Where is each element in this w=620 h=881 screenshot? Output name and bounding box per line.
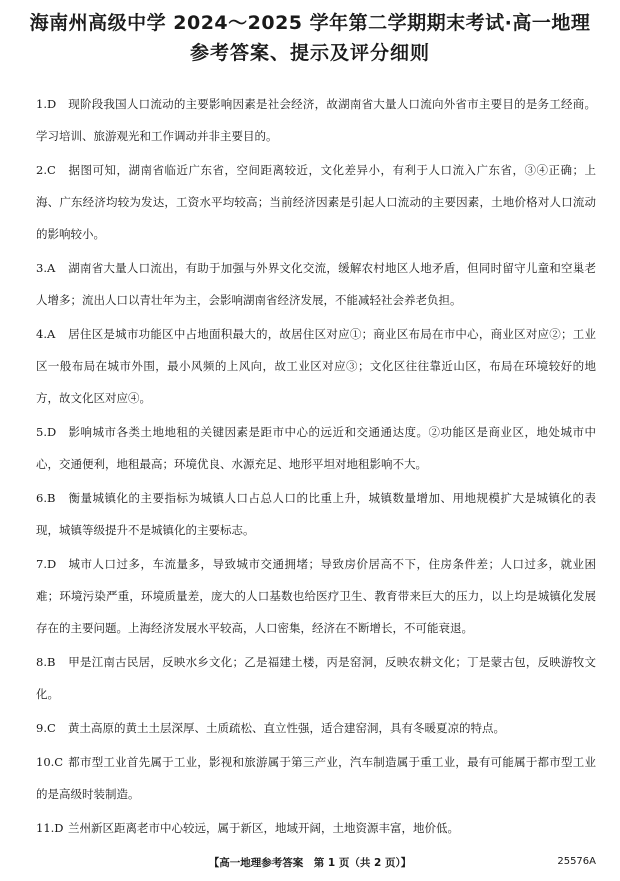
page-title: 海南州高级中学 2024～2025 学年第二学期期末考试·高一地理	[29, 12, 591, 34]
answer-number: 1.D	[36, 97, 57, 111]
answer-item-7	[36, 548, 596, 644]
answer-item-11	[36, 812, 596, 844]
answer-item-8	[36, 646, 596, 710]
answer-number: 5.D	[36, 425, 57, 439]
answer-list	[36, 88, 596, 846]
answer-explanation: 现阶段我国人口流动的主要影响因素是社会经济，故湖南省大量人口流向外省市主要目的是务工经商。学习培训、旅游观光和工作调动并非主要目的。	[36, 97, 596, 143]
answer-item-1	[36, 88, 596, 152]
answer-number: 3.A	[36, 261, 56, 275]
answer-item-9	[36, 712, 596, 744]
answer-explanation: 兰州新区距离老市中心较远，属于新区，地域开阔，土地资源丰富，地价低。	[68, 821, 459, 835]
answer-explanation: 都市型工业首先属于工业，影视和旅游属于第三产业，汽车制造属于重工业，最有可能属于都市型工业的是高级时装制造。	[36, 755, 596, 801]
answer-explanation: 湖南省大量人口流出，有助于加强与外界文化交流，缓解农村地区人地矛盾，但同时留守儿童和空巢老人增多；流出人口以青壮年为主，会影响湖南省经济发展，不能减轻社会养老负担。	[36, 261, 596, 307]
answer-number: 4.A	[36, 327, 56, 341]
answer-number: 10.C	[36, 755, 64, 769]
answer-explanation: 黄土高原的黄土土层深厚、土质疏松、直立性强，适合建窑洞，具有冬暖夏凉的特点。	[68, 721, 505, 735]
answer-item-3	[36, 252, 596, 316]
answer-number: 9.C	[36, 721, 56, 735]
footer-exam-code: 25576A	[557, 856, 596, 867]
answer-explanation: 居住区是城市功能区中占地面积最大的，故居住区对应①；商业区布局在市中心，商业区对应②；工业区一般布局在城市外围，最小风频的上风向，故工业区对应③；文化区往往靠近山区，布局在环境较好的地方，故文化区对应④。	[36, 327, 596, 405]
answer-number: 6.B	[36, 491, 56, 505]
answer-item-10	[36, 746, 596, 810]
page-subtitle: 参考答案、提示及评分细则	[189, 42, 430, 64]
answer-explanation: 城市人口过多，车流量多，导致城市交通拥堵；导致房价居高不下，住房条件差；人口过多，就业困难；环境污染严重，环境质量差，庞大的人口基数也给医疗卫生、教育带来巨大的压力，以上均是城镇化发展存在的主要问题。上海经济发展水平较高，人口密集，经济在不断增长，不可能衰退。	[36, 557, 596, 635]
answer-number: 11.D	[36, 821, 64, 835]
page-footer	[0, 855, 620, 875]
answer-explanation: 据图可知，湖南省临近广东省，空间距离较近，文化差异小，有利于人口流入广东省，③④正确；上海、广东经济均较为发达，工资水平均较高；当前经济因素是引起人口流动的主要因素，土地价格对人口流动的影响较小。	[36, 163, 596, 241]
answer-item-4	[36, 318, 596, 414]
answer-number: 7.D	[36, 557, 57, 571]
answer-explanation: 影响城市各类土地地租的关键因素是距市中心的远近和交通通达度。②功能区是商业区，地处城市中心，交通便利，地租最高；环境优良、水源充足、地形平坦对地租影响不大。	[36, 425, 596, 471]
answer-item-2	[36, 154, 596, 250]
answer-item-5	[36, 416, 596, 480]
answer-number: 8.B	[36, 655, 56, 669]
answer-explanation: 衡量城镇化的主要指标为城镇人口占总人口的比重上升，城镇数量增加、用地规模扩大是城镇化的表现，城镇等级提升不是城镇化的主要标志。	[36, 491, 596, 537]
answer-explanation: 甲是江南古民居，反映水乡文化；乙是福建土楼，丙是窑洞，反映农耕文化；丁是蒙古包，反映游牧文化。	[36, 655, 596, 701]
answer-number: 2.C	[36, 163, 56, 177]
answer-item-6	[36, 482, 596, 546]
footer-page-label: 【高一地理参考答案 第 1 页（共 2 页）】	[208, 857, 412, 869]
